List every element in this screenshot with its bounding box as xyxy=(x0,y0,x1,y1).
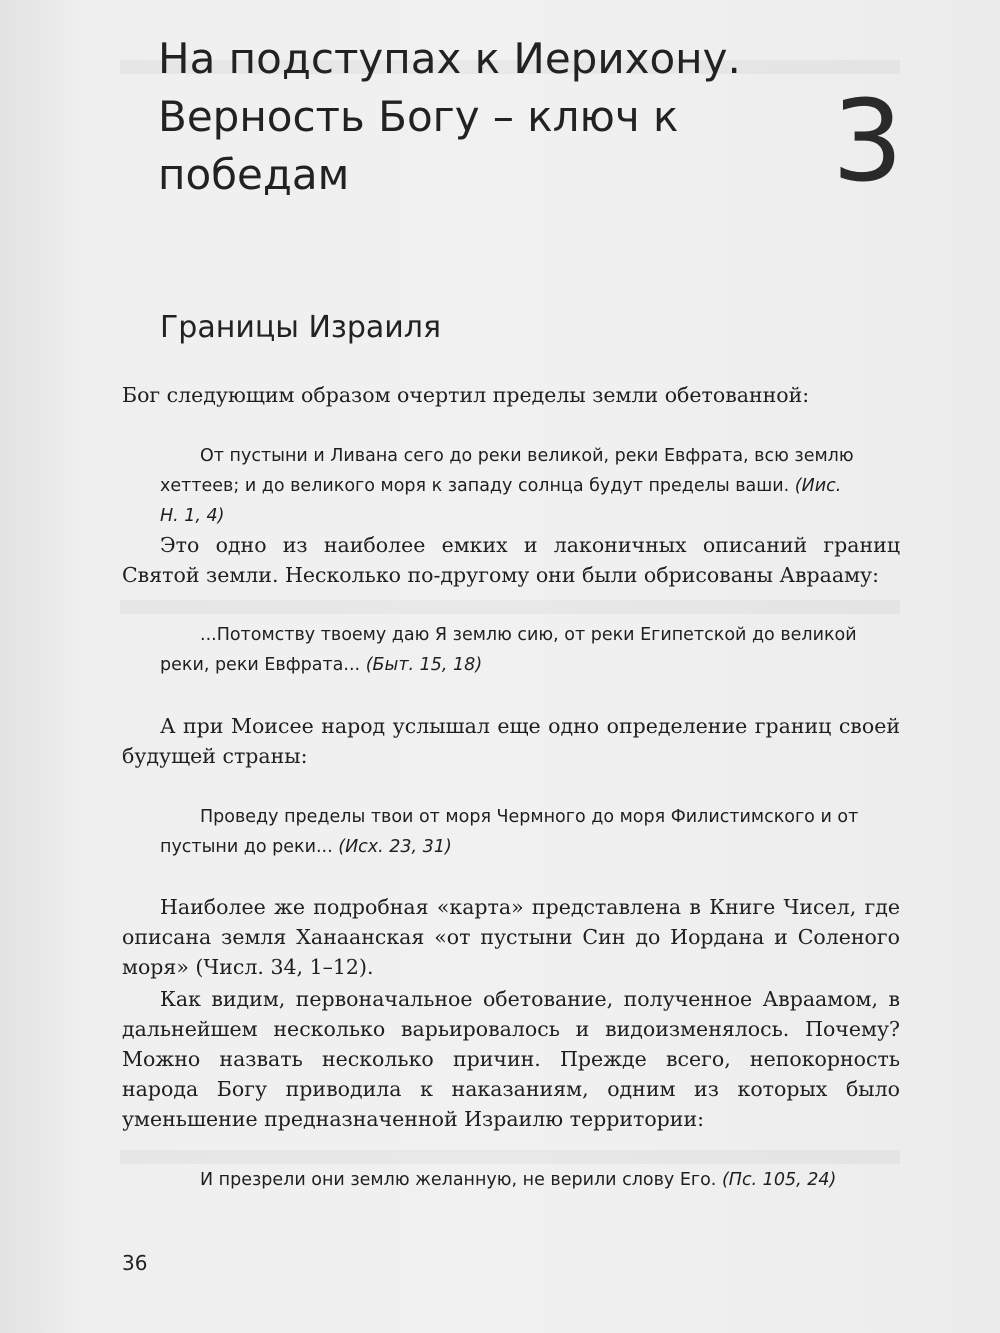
quote-3-ref: (Исх. 23, 31) xyxy=(338,837,452,857)
quote-4-ref: (Пс. 105, 24) xyxy=(721,1170,837,1190)
page-number: 36 xyxy=(122,1251,148,1275)
quote-4-text: И презрели они землю желанную, не верили слову Его. xyxy=(200,1170,717,1190)
section-heading: Границы Израиля xyxy=(160,310,442,345)
quote-1-ref: (Иис. Н. 1, 4) xyxy=(160,476,842,526)
quote-1 xyxy=(160,441,860,531)
paragraph-3: А при Моисее народ услышал еще одно определение границ своей будущей страны: xyxy=(122,714,900,768)
paragraph-4: Наиболее же подробная «карта» представлена в Книге Чисел, где описана земля Ханаанская «от пустыни Син до Иордана и Соленого моря» (Числ. 34, 1–12). xyxy=(122,895,900,979)
quote-2-ref: (Быт. 15, 18) xyxy=(365,655,483,675)
paragraph-2: Это одно из наиболее емких и лаконичных описаний границ Святой земли. Несколько по-другому они были обрисованы Аврааму: xyxy=(122,533,900,587)
quote-2 xyxy=(160,620,860,680)
quote-3 xyxy=(160,802,860,862)
chapter-number: 3 xyxy=(832,77,904,207)
bleed-through xyxy=(120,1150,900,1164)
chapter-title: На подступах к Иерихону. Верность Богу – ключ к победам xyxy=(158,34,741,199)
quote-1-text: От пустыни и Ливана сего до реки великой, реки Евфрата, всю землю хеттеев; и до великого моря к западу солнца будут пределы ваши. xyxy=(160,446,854,496)
quote-4 xyxy=(160,1165,860,1195)
quote-2-text: ...Потомству твоему даю Я землю сию, от реки Египетской до великой реки, реки Евфрата... xyxy=(160,625,857,675)
paragraph-1: Бог следующим образом очертил пределы земли обетованной: xyxy=(122,383,810,407)
paragraph-5: Как видим, первоначальное обетование, полученное Авраамом, в дальнейшем несколько варьировалось и видоизменялось. Почему? Можно назвать несколько причин. Прежде всего, непокорность народа Богу приводила к наказаниям, одним из которых было уменьшение предназначенной Израилю территории: xyxy=(122,987,900,1131)
quote-3-text: Проведу пределы твои от моря Чермного до моря Филистимского и от пустыни до реки... xyxy=(160,807,859,857)
bleed-through xyxy=(120,600,900,614)
